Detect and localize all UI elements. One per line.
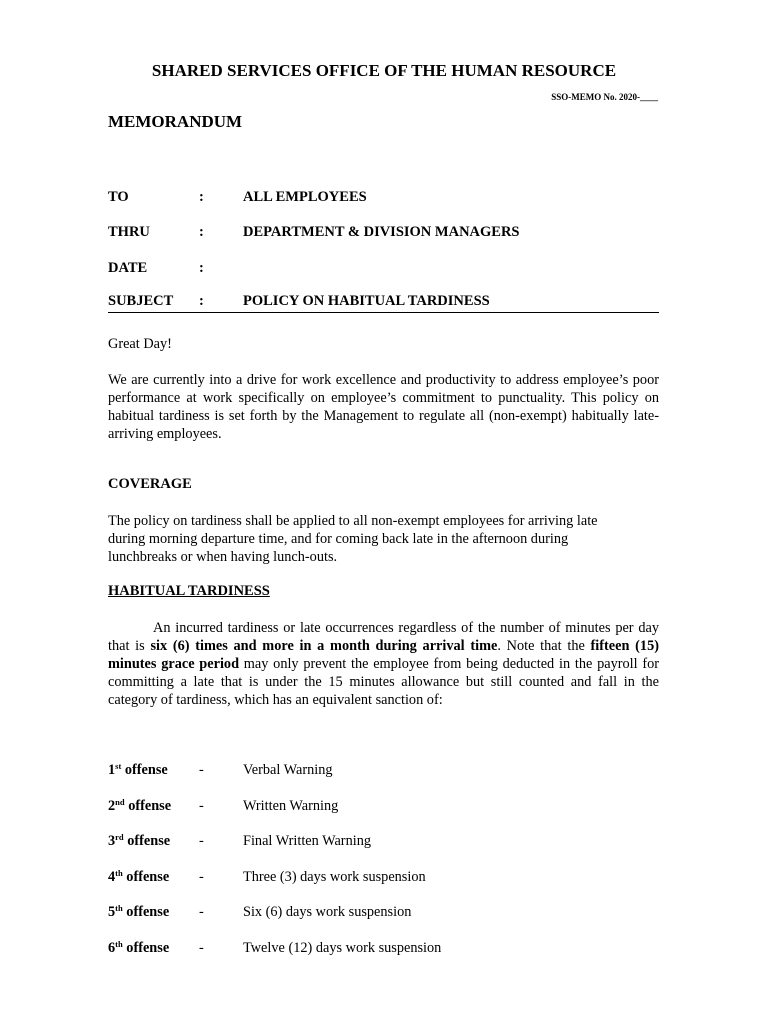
offense-label: 4th offense <box>108 868 170 885</box>
coverage-heading: COVERAGE <box>108 476 192 492</box>
memo-heading: MEMORANDUM <box>108 112 243 131</box>
header-divider <box>108 312 659 313</box>
offense-label: 5th offense <box>108 903 170 920</box>
offense-dash: - <box>199 869 204 885</box>
thru-colon: : <box>199 224 204 240</box>
to-label: TO <box>108 189 129 205</box>
coverage-line-1: The policy on tardiness shall be applied to all non-exempt employees for arriving late <box>108 513 598 529</box>
to-colon: : <box>199 189 204 205</box>
office-title: SHARED SERVICES OFFICE OF THE HUMAN RESOURCE <box>151 61 617 80</box>
date-colon: : <box>199 260 204 276</box>
subject-label: SUBJECT <box>108 293 174 309</box>
coverage-paragraph <box>108 512 659 566</box>
offense-label: 1st offense <box>108 761 168 778</box>
memo-number: SSO-MEMO No. 2020-____ <box>551 92 658 102</box>
offense-label: 6th offense <box>108 939 170 956</box>
offense-sanction: Twelve (12) days work suspension <box>243 940 442 956</box>
tardiness-text-3: may only prevent the employee from being deducted in the payroll for committing a late that is under the 15 minutes allowance but still counted and fall in the category of tardiness, which has an equivalent sanction of: <box>108 656 659 708</box>
offense-sanction: Three (3) days work suspension <box>243 869 426 885</box>
habitual-tardiness-heading: HABITUAL TARDINESS <box>108 583 270 599</box>
offense-sanction: Verbal Warning <box>243 762 333 778</box>
subject-value: POLICY ON HABITUAL TARDINESS <box>243 293 490 309</box>
offense-sanction: Final Written Warning <box>243 833 371 849</box>
to-value: ALL EMPLOYEES <box>243 189 367 205</box>
thru-value: DEPARTMENT & DIVISION MANAGERS <box>243 224 520 240</box>
tardiness-text-2: . Note that the <box>497 638 591 654</box>
offense-dash: - <box>199 833 204 849</box>
offense-label: 2nd offense <box>108 797 172 814</box>
coverage-line-2: during morning departure time, and for coming back late in the afternoon during <box>108 531 569 547</box>
thru-label: THRU <box>108 224 150 240</box>
tardiness-bold-1: six (6) times and more in a month during arrival time <box>150 638 498 654</box>
tardiness-bold-2: fifteen (15) minutes grace period <box>108 638 659 672</box>
tardiness-text-1: An incurred tardiness or late occurrences regardless of the number of minutes per day that is <box>108 620 659 654</box>
offense-dash: - <box>199 940 204 956</box>
offense-sanction: Written Warning <box>243 798 339 814</box>
offense-sanction: Six (6) days work suspension <box>243 904 412 920</box>
greeting: Great Day! <box>108 336 172 352</box>
coverage-line-3: lunchbreaks or when having lunch-outs. <box>108 549 338 565</box>
offense-dash: - <box>199 798 204 814</box>
date-label: DATE <box>108 260 148 276</box>
offense-dash: - <box>199 762 204 778</box>
offense-label: 3rd offense <box>108 832 171 849</box>
offense-dash: - <box>199 904 204 920</box>
tardiness-paragraph <box>108 619 659 709</box>
intro-paragraph: We are currently into a drive for work excellence and productivity to address employee’s poor performance at work specifically on employee’s commitment to punctuality. This policy on habitual tardiness is set forth by the Management to regulate all (non-exempt) habitually late-arriving employees. <box>108 372 659 442</box>
subject-colon: : <box>199 293 204 309</box>
